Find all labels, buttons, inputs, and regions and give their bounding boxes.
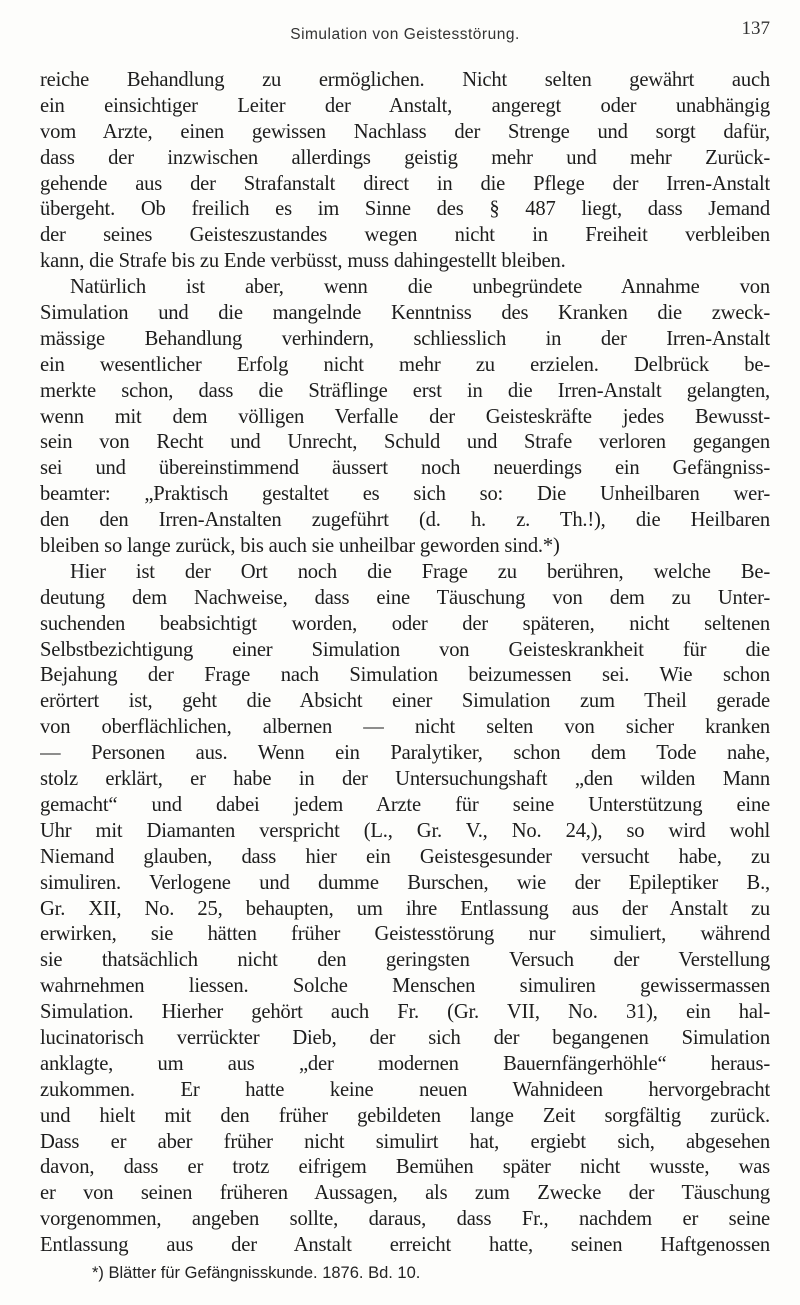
text-line: — Personen aus. Wenn ein Paralytiker, schon dem Tode nahe, (40, 742, 770, 765)
text-line: simuliren. Verlogene und dumme Burschen, wie der Epileptiker B., (40, 871, 770, 894)
text-line: von oberflächlichen, albernen — nicht selten von sicher kranken (40, 716, 770, 739)
text-line: Hier ist der Ort noch die Frage zu berühren, welche Be- (70, 560, 770, 583)
text-line: Entlassung aus der Anstalt erreicht hatte, seinen Haftgenossen (40, 1234, 770, 1257)
text-line: vorgenommen, angeben sollte, daraus, dass Fr., nachdem er seine (40, 1208, 770, 1231)
text-line: Gr. XII, No. 25, behaupten, um ihre Entlassung aus der Anstalt zu (40, 897, 770, 920)
text-line: Niemand glauben, dass hier ein Geistesgesunder versucht habe, zu (40, 845, 770, 868)
text-line: gehende aus der Strafanstalt direct in die Pflege der Irren-Anstalt (40, 172, 770, 195)
running-title: Simulation von Geistesstörung. (290, 26, 520, 43)
text-line: deutung dem Nachweise, dass eine Täuschung von dem zu Unter- (40, 586, 770, 609)
text-line: Selbstbezichtigung einer Simulation von Geisteskrankheit für die (40, 638, 770, 661)
text-line: den den Irren-Anstalten zugeführt (d. h. z. Th.!), die Heilbaren (40, 509, 770, 532)
footnote: *) Blätter für Gefängnisskunde. 1876. Bd. 10. (92, 1264, 421, 1282)
text-line: bleiben so lange zurück, bis auch sie unheilbar geworden sind.*) (40, 535, 560, 558)
text-line: Uhr mit Diamanten verspricht (L., Gr. V., No. 24,), so wird wohl (40, 819, 770, 842)
running-header (40, 10, 770, 50)
text-line: erwirken, sie hätten früher Geistesstörung nur simuliert, während (40, 923, 770, 946)
text-line: merkte schon, dass die Sträflinge erst in die Irren-Anstalt gelangten, (40, 379, 770, 402)
page-number: 137 (741, 18, 770, 39)
text-line: reiche Behandlung zu ermöglichen. Nicht selten gewährt auch (40, 69, 770, 91)
text-line: dass der inzwischen allerdings geistig mehr und mehr Zurück- (40, 146, 770, 169)
text-line: Simulation. Hierher gehört auch Fr. (Gr. VII, No. 31), ein hal- (40, 1001, 770, 1024)
text-line: Bejahung der Frage nach Simulation beizumessen sei. Wie schon (40, 664, 770, 687)
text-line: stolz erklärt, er habe in der Untersuchungshaft „den wilden Mann (40, 768, 770, 791)
text-line: beamter: „Praktisch gestaltet es sich so: Die Unheilbaren wer- (40, 483, 770, 506)
text-line: zukommen. Er hatte keine neuen Wahnideen hervorgebracht (40, 1078, 770, 1101)
text-line: Natürlich ist aber, wenn die unbegründete Annahme von (70, 276, 770, 299)
text-line: anklagte, um aus „der modernen Bauernfängerhöhle“ heraus- (40, 1052, 770, 1075)
text-line: mässige Behandlung verhindern, schliesslich in der Irren-Anstalt (40, 327, 770, 350)
text-line: gemacht“ und dabei jedem Arzte für seine Unterstützung eine (40, 793, 770, 816)
text-line: sei und übereinstimmend äussert noch neuerdings ein Gefängniss- (40, 457, 770, 480)
text-line: erörtert ist, geht die Absicht einer Simulation zum Theil gerade (40, 690, 770, 713)
text-line: Simulation und die mangelnde Kenntniss des Kranken die zweck- (40, 302, 770, 325)
text-line: der seines Geisteszustandes wegen nicht in Freiheit verbleiben (40, 224, 770, 247)
text-line: vom Arzte, einen gewissen Nachlass der Strenge und sorgt dafür, (40, 120, 770, 143)
body-text (40, 68, 770, 1259)
text-line: und hielt mit den früher gebildeten lange Zeit sorgfältig zurück. (40, 1104, 770, 1127)
text-line: ein wesentlicher Erfolg nicht mehr zu erzielen. Delbrück be- (40, 353, 770, 376)
text-line: ein einsichtiger Leiter der Anstalt, angeregt oder unabhängig (40, 94, 770, 117)
text-line: lucinatorisch verrückter Dieb, der sich der begangenen Simulation (40, 1026, 770, 1049)
text-line: sie thatsächlich nicht den geringsten Versuch der Verstellung (40, 949, 770, 972)
text-line: übergeht. Ob freilich es im Sinne des § 487 liegt, dass Jemand (40, 198, 770, 221)
text-line: davon, dass er trotz eifrigem Bemühen später nicht wusste, was (40, 1156, 770, 1179)
text-line: wahrnehmen liessen. Solche Menschen simuliren gewissermassen (40, 975, 770, 998)
text-line: er von seinen früheren Aussagen, als zum Zwecke der Täuschung (40, 1182, 770, 1205)
text-line: wenn mit dem völligen Verfalle der Geisteskräfte jedes Bewusst- (40, 405, 770, 428)
text-line: kann, die Strafe bis zu Ende verbüsst, muss dahingestellt bleiben. (40, 250, 566, 273)
text-line: Dass er aber früher nicht simulirt hat, ergiebt sich, abgesehen (40, 1130, 770, 1153)
text-line: sein von Recht und Unrecht, Schuld und Strafe verloren gegangen (40, 431, 770, 454)
text-line: suchenden beabsichtigt worden, oder der späteren, nicht seltenen (40, 612, 770, 635)
